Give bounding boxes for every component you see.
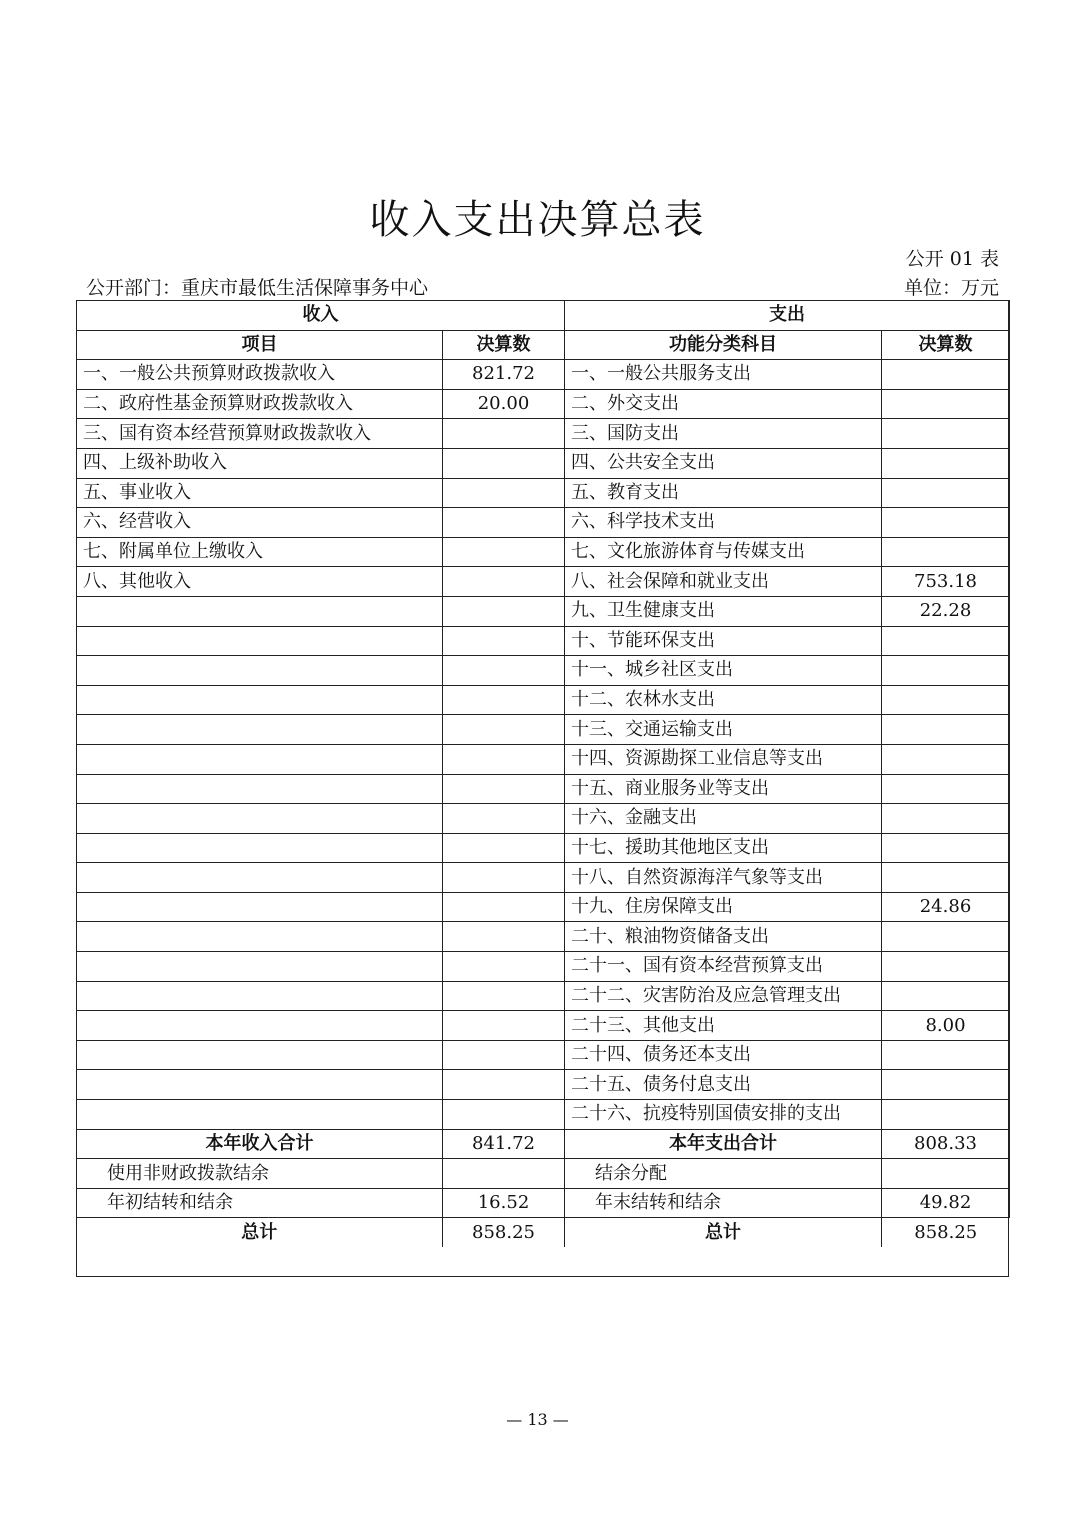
income-amount <box>443 952 565 982</box>
category-header: 功能分类科目 <box>565 330 882 360</box>
table-row <box>77 922 1010 952</box>
table-row <box>77 804 1010 834</box>
section-header-row <box>77 301 1010 331</box>
income-amount <box>443 1100 565 1130</box>
table-row <box>77 774 1010 804</box>
expense-item: 二十五、债务付息支出 <box>565 1070 882 1100</box>
income-amount <box>443 656 565 686</box>
income-amount <box>443 1070 565 1100</box>
income-item: 五、事业收入 <box>77 478 443 508</box>
income-amount <box>443 833 565 863</box>
income-item <box>77 774 443 804</box>
income-item <box>77 1070 443 1100</box>
income-item: 六、经营收入 <box>77 508 443 538</box>
expense-item: 一、一般公共服务支出 <box>565 360 882 390</box>
table-row <box>77 1040 1010 1070</box>
income-amount <box>443 804 565 834</box>
income-amount <box>443 567 565 597</box>
expense-header: 支出 <box>565 301 1010 331</box>
department-label: 公开部门：重庆市最低生活保障事务中心 <box>86 277 429 299</box>
income-amount <box>443 892 565 922</box>
expense-item: 年末结转和结余 <box>565 1188 882 1218</box>
form-number: 公开 01 表 <box>905 248 999 270</box>
table-row <box>77 744 1010 774</box>
expense-amount <box>882 419 1010 449</box>
income-item <box>77 656 443 686</box>
expense-amount <box>882 656 1010 686</box>
expense-amount <box>882 685 1010 715</box>
income-amount <box>443 537 565 567</box>
income-amount <box>443 448 565 478</box>
expense-amount <box>882 744 1010 774</box>
table-row <box>77 715 1010 745</box>
expense-amount: 8.00 <box>882 1011 1010 1041</box>
table-row <box>77 567 1010 597</box>
table-row <box>77 981 1010 1011</box>
expense-amount <box>882 1159 1010 1189</box>
income-item: 四、上级补助收入 <box>77 448 443 478</box>
table-row <box>77 656 1010 686</box>
income-amount-header: 决算数 <box>443 330 565 360</box>
income-amount <box>443 774 565 804</box>
expense-amount <box>882 1040 1010 1070</box>
income-item: 使用非财政拨款结余 <box>77 1159 443 1189</box>
table-row <box>77 1100 1010 1130</box>
expense-item: 十三、交通运输支出 <box>565 715 882 745</box>
table-row <box>77 952 1010 982</box>
income-item <box>77 1100 443 1130</box>
income-amount: 821.72 <box>443 360 565 390</box>
balance-row <box>77 1188 1010 1218</box>
table-row <box>77 508 1010 538</box>
expense-item: 九、卫生健康支出 <box>565 596 882 626</box>
income-item <box>77 833 443 863</box>
expense-amount <box>882 952 1010 982</box>
income-item <box>77 892 443 922</box>
grand-total-income-label: 总计 <box>77 1218 443 1247</box>
table-row <box>77 389 1010 419</box>
expense-item: 十七、援助其他地区支出 <box>565 833 882 863</box>
expense-item: 十五、商业服务业等支出 <box>565 774 882 804</box>
table-row <box>77 1070 1010 1100</box>
expense-item: 二十一、国有资本经营预算支出 <box>565 952 882 982</box>
table-row <box>77 833 1010 863</box>
income-item <box>77 1040 443 1070</box>
expense-item: 十、节能环保支出 <box>565 626 882 656</box>
expense-amount <box>882 537 1010 567</box>
income-item <box>77 922 443 952</box>
income-amount: 16.52 <box>443 1188 565 1218</box>
income-item <box>77 981 443 1011</box>
expense-amount <box>882 804 1010 834</box>
income-total-value: 841.72 <box>443 1129 565 1159</box>
income-item <box>77 804 443 834</box>
expense-item: 八、社会保障和就业支出 <box>565 567 882 597</box>
income-item <box>77 952 443 982</box>
income-item: 年初结转和结余 <box>77 1188 443 1218</box>
expense-amount <box>882 626 1010 656</box>
expense-amount: 22.28 <box>882 596 1010 626</box>
expense-amount <box>882 863 1010 893</box>
income-amount <box>443 508 565 538</box>
income-item <box>77 744 443 774</box>
expense-amount <box>882 448 1010 478</box>
income-item: 三、国有资本经营预算财政拨款收入 <box>77 419 443 449</box>
income-item: 八、其他收入 <box>77 567 443 597</box>
expense-amount: 24.86 <box>882 892 1010 922</box>
expense-item: 十二、农林水支出 <box>565 685 882 715</box>
table-row <box>77 419 1010 449</box>
table-row <box>77 626 1010 656</box>
expense-item: 七、文化旅游体育与传媒支出 <box>565 537 882 567</box>
income-amount <box>443 863 565 893</box>
table-row <box>77 1011 1010 1041</box>
expense-amount <box>882 715 1010 745</box>
item-header: 项目 <box>77 330 443 360</box>
expense-amount <box>882 1070 1010 1100</box>
income-amount <box>443 626 565 656</box>
income-amount <box>443 715 565 745</box>
subtotal-row <box>77 1129 1010 1159</box>
expense-amount: 49.82 <box>882 1188 1010 1218</box>
column-header-row <box>77 330 1010 360</box>
page-number: — 13 — <box>506 1410 569 1429</box>
income-item: 一、一般公共预算财政拨款收入 <box>77 360 443 390</box>
expense-item: 四、公共安全支出 <box>565 448 882 478</box>
expense-item: 二、外交支出 <box>565 389 882 419</box>
income-amount <box>443 744 565 774</box>
expense-amount <box>882 922 1010 952</box>
expense-item: 十九、住房保障支出 <box>565 892 882 922</box>
expense-item: 三、国防支出 <box>565 419 882 449</box>
income-item <box>77 685 443 715</box>
expense-amount <box>882 360 1010 390</box>
budget-table <box>76 300 1010 1247</box>
income-amount <box>443 1159 565 1189</box>
balance-row <box>77 1159 1010 1189</box>
page-title: 收入支出决算总表 <box>369 197 706 243</box>
expense-item: 二十六、抗疫特别国债安排的支出 <box>565 1100 882 1130</box>
expense-item: 十四、资源勘探工业信息等支出 <box>565 744 882 774</box>
income-amount <box>443 685 565 715</box>
income-item <box>77 596 443 626</box>
expense-item: 二十三、其他支出 <box>565 1011 882 1041</box>
expense-item: 十八、自然资源海洋气象等支出 <box>565 863 882 893</box>
table-row <box>77 596 1010 626</box>
expense-total-value: 808.33 <box>882 1129 1010 1159</box>
income-amount <box>443 596 565 626</box>
expense-amount <box>882 774 1010 804</box>
table-row <box>77 360 1010 390</box>
grand-total-row <box>77 1218 1010 1247</box>
expense-amount <box>882 389 1010 419</box>
unit-label: 单位：万元 <box>903 277 999 299</box>
expense-amount: 753.18 <box>882 567 1010 597</box>
table-row <box>77 863 1010 893</box>
income-header: 收入 <box>77 301 565 331</box>
expense-item: 十一、城乡社区支出 <box>565 656 882 686</box>
expense-item: 五、教育支出 <box>565 478 882 508</box>
income-amount <box>443 1011 565 1041</box>
income-amount <box>443 981 565 1011</box>
expense-item: 十六、金融支出 <box>565 804 882 834</box>
income-item <box>77 863 443 893</box>
expense-total-label: 本年支出合计 <box>565 1129 882 1159</box>
table-row <box>77 448 1010 478</box>
income-amount <box>443 478 565 508</box>
income-item <box>77 1011 443 1041</box>
grand-total-expense-value: 858.25 <box>882 1218 1010 1247</box>
grand-total-income-value: 858.25 <box>443 1218 565 1247</box>
expense-item: 二十四、债务还本支出 <box>565 1040 882 1070</box>
expense-amount <box>882 508 1010 538</box>
expense-amount <box>882 478 1010 508</box>
expense-item: 二十二、灾害防治及应急管理支出 <box>565 981 882 1011</box>
income-item: 七、附属单位上缴收入 <box>77 537 443 567</box>
income-amount <box>443 419 565 449</box>
expense-item: 六、科学技术支出 <box>565 508 882 538</box>
expense-item: 二十、粮油物资储备支出 <box>565 922 882 952</box>
income-amount: 20.00 <box>443 389 565 419</box>
income-item <box>77 626 443 656</box>
expense-amount <box>882 833 1010 863</box>
income-amount <box>443 922 565 952</box>
expense-amount-header: 决算数 <box>882 330 1010 360</box>
income-item <box>77 715 443 745</box>
income-item: 二、政府性基金预算财政拨款收入 <box>77 389 443 419</box>
expense-item: 结余分配 <box>565 1159 882 1189</box>
expense-amount <box>882 1100 1010 1130</box>
income-amount <box>443 1040 565 1070</box>
expense-amount <box>882 981 1010 1011</box>
table-row <box>77 685 1010 715</box>
income-total-label: 本年收入合计 <box>77 1129 443 1159</box>
table-row <box>77 892 1010 922</box>
table-row <box>77 478 1010 508</box>
grand-total-expense-label: 总计 <box>565 1218 882 1247</box>
table-row <box>77 537 1010 567</box>
